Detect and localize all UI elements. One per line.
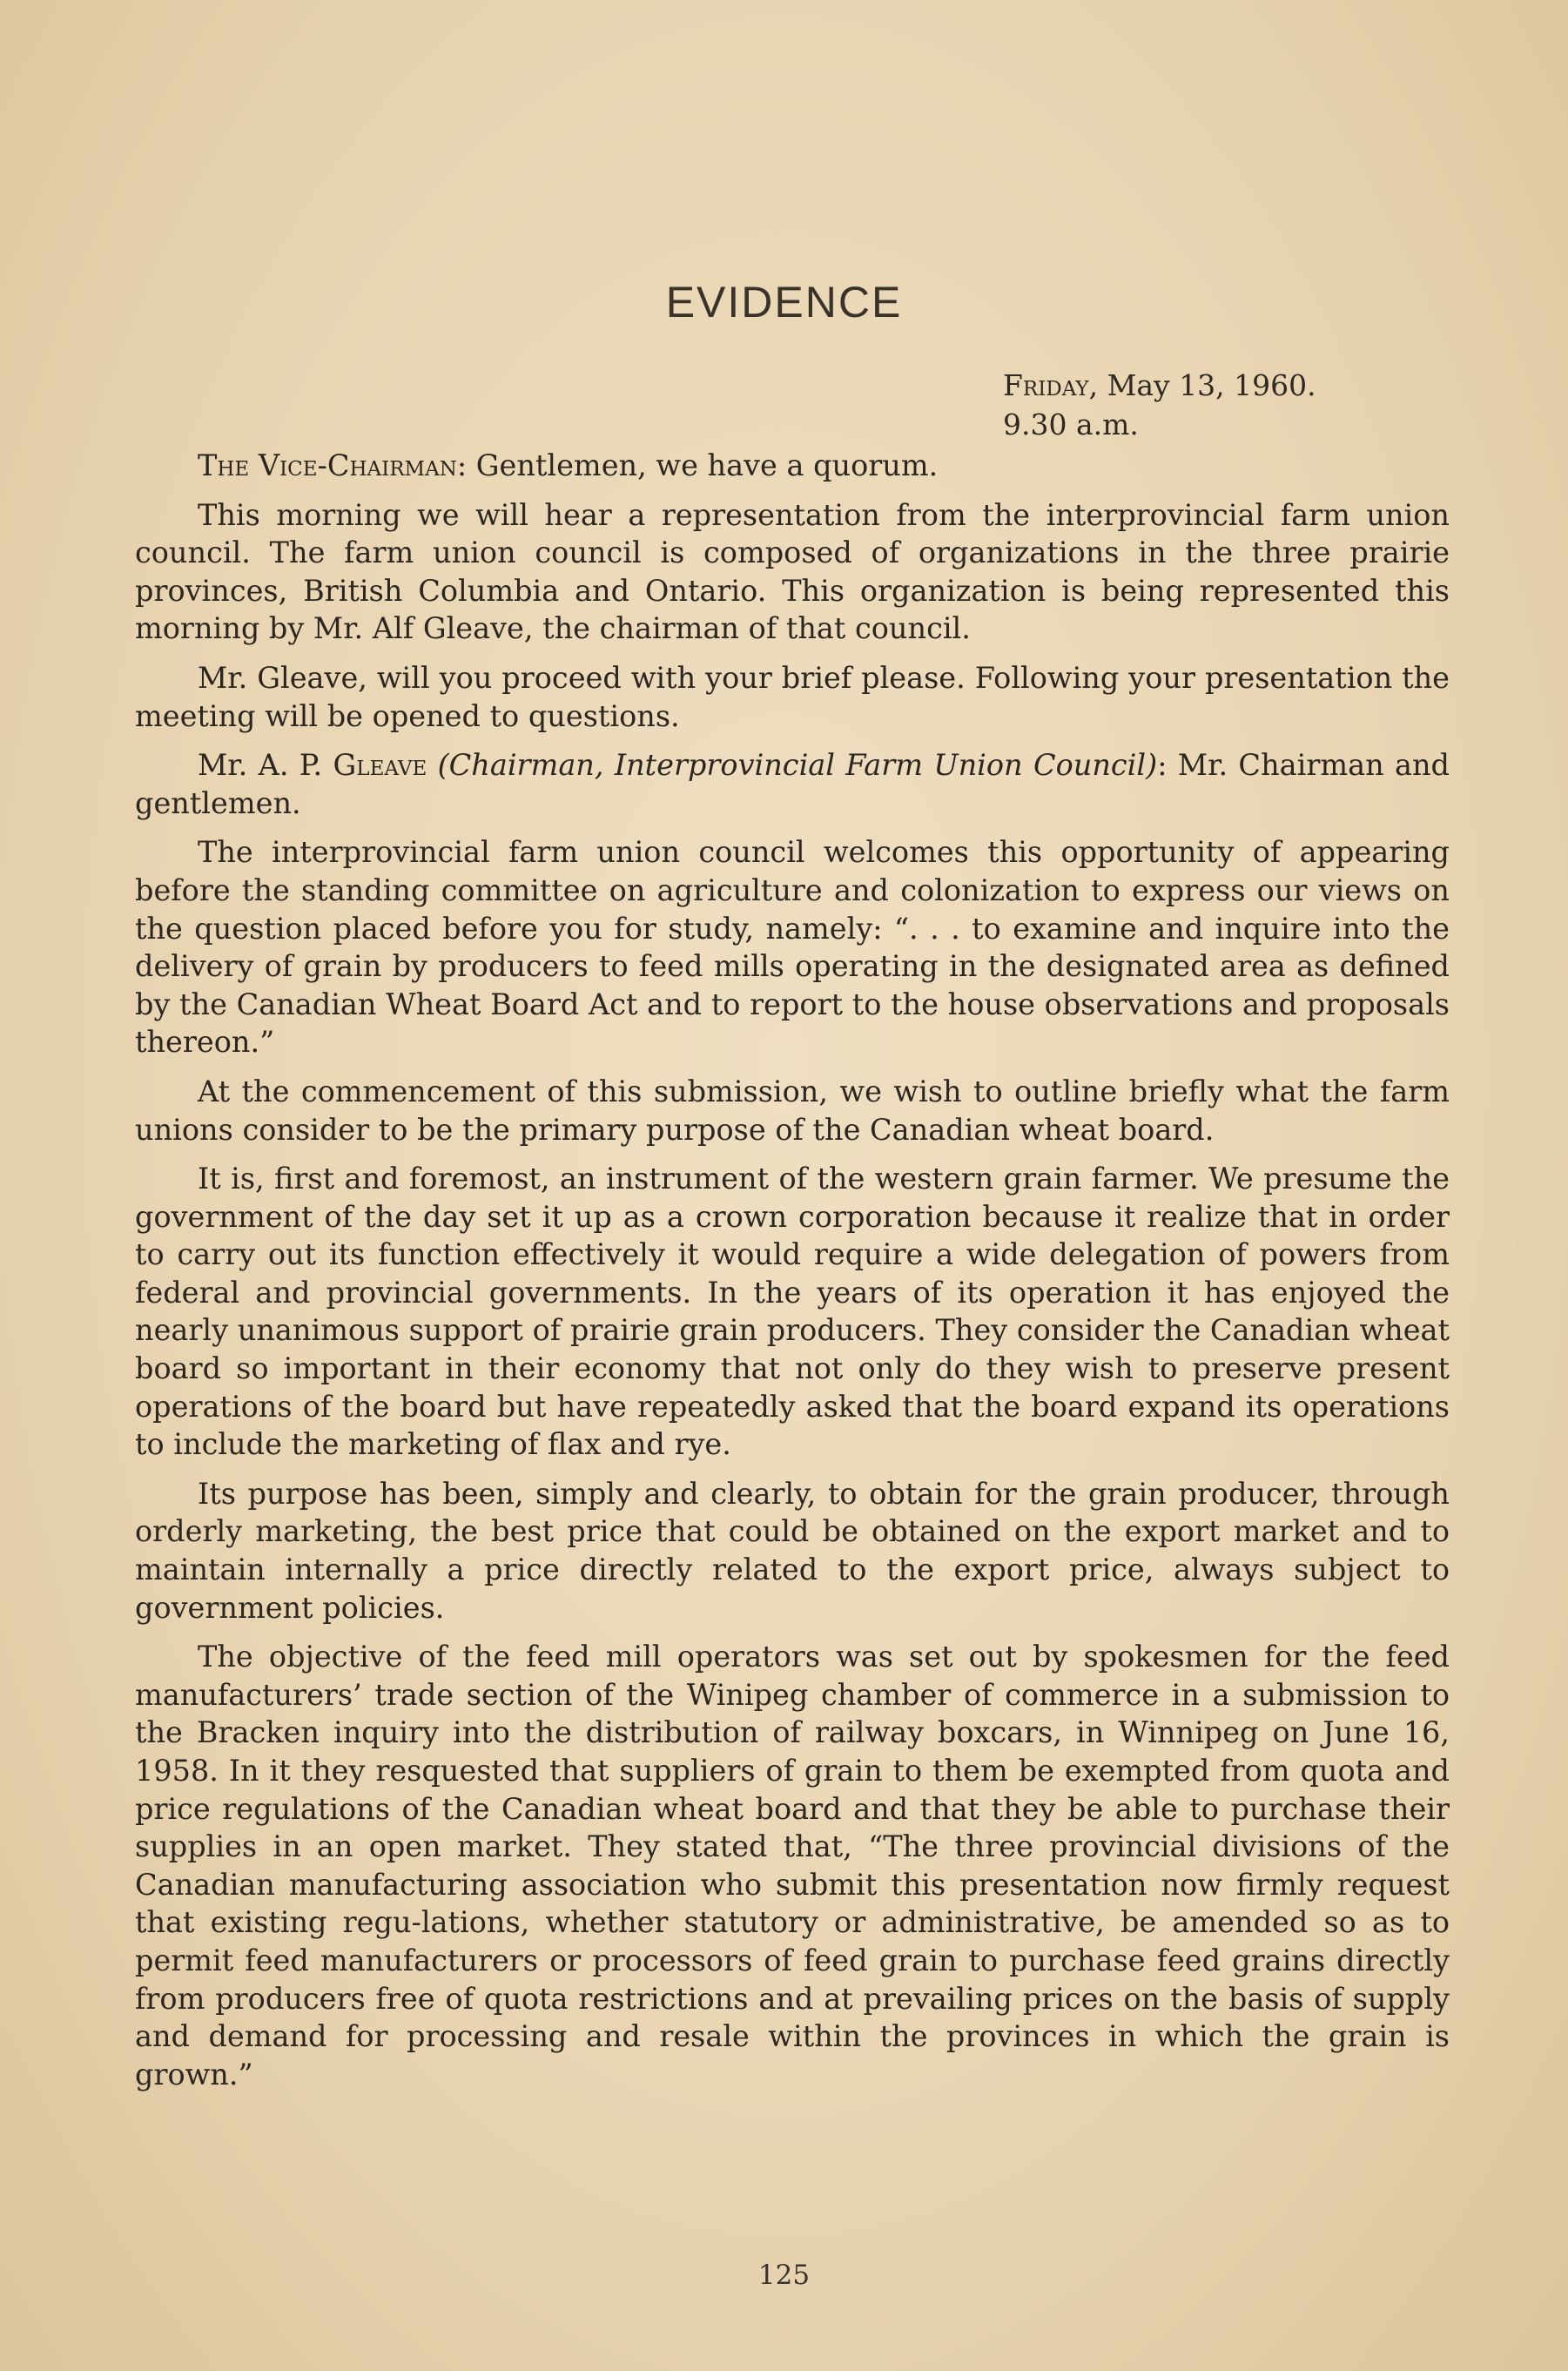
paragraph-commencement: At the commencement of this submission, we wish to outline briefly what the farm unions consider to be the primary purpose of the Canadian wheat board. xyxy=(135,1074,1450,1147)
dateline xyxy=(1003,366,1316,444)
date-day: Friday, xyxy=(1003,368,1099,402)
date-time: 9.30 a.m. xyxy=(1003,408,1139,441)
date-line xyxy=(1003,366,1316,405)
paragraph-purpose: Its purpose has been, simply and clearly, to obtain for the grain producer, through orderly marketing, the best price that could be obtained on the export market and to maintain internally a price directly related to the export price, always subject to government policies. xyxy=(135,1476,1450,1625)
speaker-vice-chairman: The Vice-Chairman: xyxy=(198,448,468,482)
speaker-role: (Chairman, Interprovincial Farm Union Council) xyxy=(437,748,1158,783)
paragraph-introduction: This morning we will hear a representation from the interprovincial farm union council. The farm union council is composed of organizations in the three prairie provinces, British Columbia and Ontario. This organization is being represented this morning by Mr. Alf Gleave, the chairman of that council. xyxy=(135,497,1450,646)
paragraph-text: : Mr. Chairman and gentlemen. xyxy=(135,748,1450,820)
paragraph-welcome: The interprovincial farm union council welcomes this opportunity of appearing before the standing committee on agriculture and colonization to express our views on the question placed before you for study, namely: “. . . to examine and inquire into the delivery of grain by producers to feed mills operating in the designated area as defined by the Canadian Wheat Board Act and to report to the house observations and proposals thereon.” xyxy=(135,835,1450,1060)
paragraph-instrument: It is, first and foremost, an instrument of the western grain farmer. We presume the government of the day set it up as a crown corporation because it realize that in order to carry out its function effectively it would require a wide delegation of powers from federal and provincial governments. In the years of its operation it has enjoyed the nearly unanimous support of prairie grain producers. They consider the Canadian wheat board so important in their economy that not only do they wish to preserve present operations of the board but have repeatedly asked that the board expand its operations to include the marketing of flax and rye. xyxy=(135,1162,1450,1462)
date-date: May 13, 1960. xyxy=(1107,368,1316,402)
paragraph-proceed: Mr. Gleave, will you proceed with your brief please. Following your presentation the meeting will be opened to questions. xyxy=(135,660,1450,733)
paragraph-gleave-opening xyxy=(135,746,1450,822)
document-body xyxy=(135,447,1450,2105)
speaker-prefix: Mr. A. P. xyxy=(198,748,323,783)
paragraph-quorum xyxy=(135,447,1450,485)
paragraph-text: Gentlemen, we have a quorum. xyxy=(475,448,939,482)
page-number: 125 xyxy=(757,2260,811,2291)
speaker-name: Gleave xyxy=(333,748,427,783)
paragraph-feed-mill-objective: The objective of the feed mill operators was set out by spokesmen for the feed manufacturers’ trade section of the Winipeg chamber of commerce in a submission to the Bracken inquiry into the distribution of railway boxcars, in Winnipeg on June 16, 1958. In it they resquested that suppliers of grain to them be exempted from quota and price regulations of the Canadian wheat board and that they be able to purchase their supplies in an open market. They stated that, “The three provincial divisions of the Canadian manufacturing association who submit this presentation now firmly request that existing regu-lations, whether statutory or administrative, be amended so as to permit feed manufacturers or processors of feed grain to purchase feed grains directly from producers free of quota restrictions and at prevailing prices on the basis of supply and demand for processing and resale within the provinces in which the grain is grown.” xyxy=(135,1640,1450,2091)
page-heading: EVIDENCE xyxy=(665,278,903,327)
